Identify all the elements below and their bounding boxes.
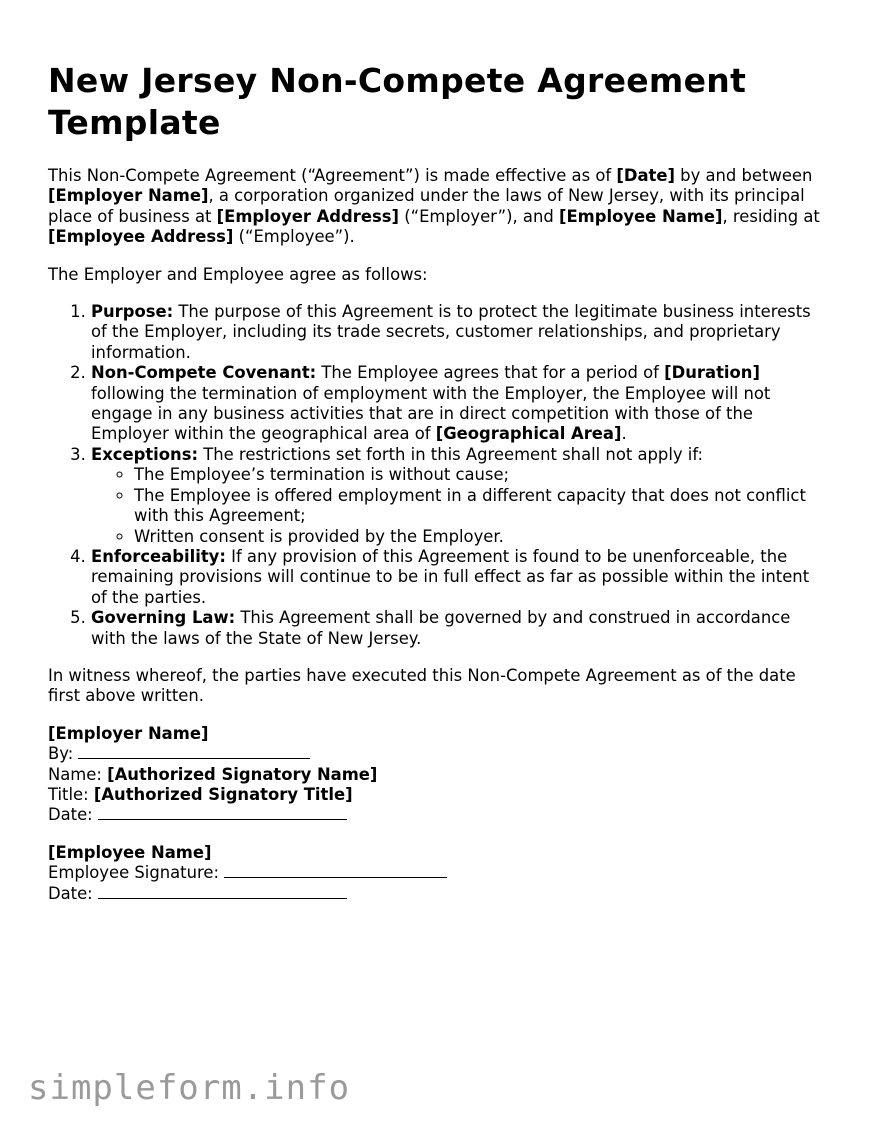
area-placeholder: [Geographical Area]: [435, 424, 622, 444]
employer-address-placeholder: [Employer Address]: [216, 206, 399, 226]
exception-item: ◦ The Employee is offered employment in a different capacity that does not conflict with this Agreement;: [134, 486, 828, 527]
intro-paragraph: This Non-Compete Agreement (“Agreement”) is made effective as of [Date] by and between [Employer Name], a corporation organized under the laws of New Jersey, with its principal place of business at [Employer Address] (“Employer”), and [Employee Name], residing at [Employee Address] (“Employee”).: [48, 166, 820, 247]
signatory-name-placeholder: [Authorized Signatory Name]: [107, 764, 378, 784]
employer-date-blank[interactable]: [98, 805, 347, 820]
watermark: simpleform.info: [28, 1068, 351, 1108]
clause-exceptions: 3. Exceptions: The restrictions set forth in this Agreement shall not apply if: ◦ The Employee’s termination is without cause; ◦ The Employee is offered employment in a different capacity that does not conflict with this Agreement; ◦ Written consent is provided by the Employer.: [91, 445, 828, 547]
duration-placeholder: [Duration]: [664, 363, 760, 383]
agree-paragraph: The Employer and Employee agree as follows:: [48, 264, 428, 284]
employee-signature-block: [Employee Name] Employee Signature: Date:: [48, 843, 828, 904]
document-title: New Jersey Non-Compete Agreement Template: [48, 61, 747, 142]
date-placeholder: [Date]: [616, 166, 675, 185]
employer-by-blank[interactable]: [78, 744, 310, 759]
employer-signature-block: [Employer Name] By: Name: [Authorized Signatory Name] Title: [Authorized Signatory Title] Date:: [48, 723, 378, 825]
employee-signature-blank[interactable]: [224, 863, 447, 878]
clauses-list: [48, 302, 828, 649]
clause-noncompete: 2. Non-Compete Covenant: The Employee agrees that for a period of [Duration] following the termination of employment with the Employer, the Employee will not engage in any business activities that are in direct competition with those of the Employer within the geographical area of [Geographical Area].: [91, 363, 828, 445]
employer-sig-heading: [Employer Name]: [48, 723, 209, 743]
clause-governing-law: 5. Governing Law: This Agreement shall be governed by and construed in accordance with the laws of the State of New Jersey.: [91, 608, 828, 649]
employee-name-placeholder: [Employee Name]: [558, 206, 723, 226]
clause-enforceability: 4. Enforceability: If any provision of this Agreement is found to be unenforceable, the remaining provisions will continue to be in full effect as far as possible within the intent of the parties.: [91, 547, 828, 608]
exceptions-list: [91, 465, 828, 547]
employee-address-placeholder: [Employee Address]: [48, 227, 234, 247]
employee-sig-heading: [Employee Name]: [48, 842, 212, 862]
document-page: [48, 60, 828, 921]
exception-item: ◦ Written consent is provided by the Employer.: [134, 527, 828, 547]
employee-date-blank[interactable]: [98, 884, 347, 899]
exception-item: ◦ The Employee’s termination is without cause;: [134, 465, 828, 485]
witness-paragraph: In witness whereof, the parties have executed this Non-Compete Agreement as of the date first above written.: [48, 665, 796, 706]
employer-name-placeholder: [Employer Name]: [48, 186, 209, 206]
clause-purpose: 1. Purpose: The purpose of this Agreement is to protect the legitimate business interests of the Employer, including its trade secrets, customer relationships, and proprietary information.: [91, 302, 828, 363]
signatory-title-placeholder: [Authorized Signatory Title]: [93, 784, 353, 804]
